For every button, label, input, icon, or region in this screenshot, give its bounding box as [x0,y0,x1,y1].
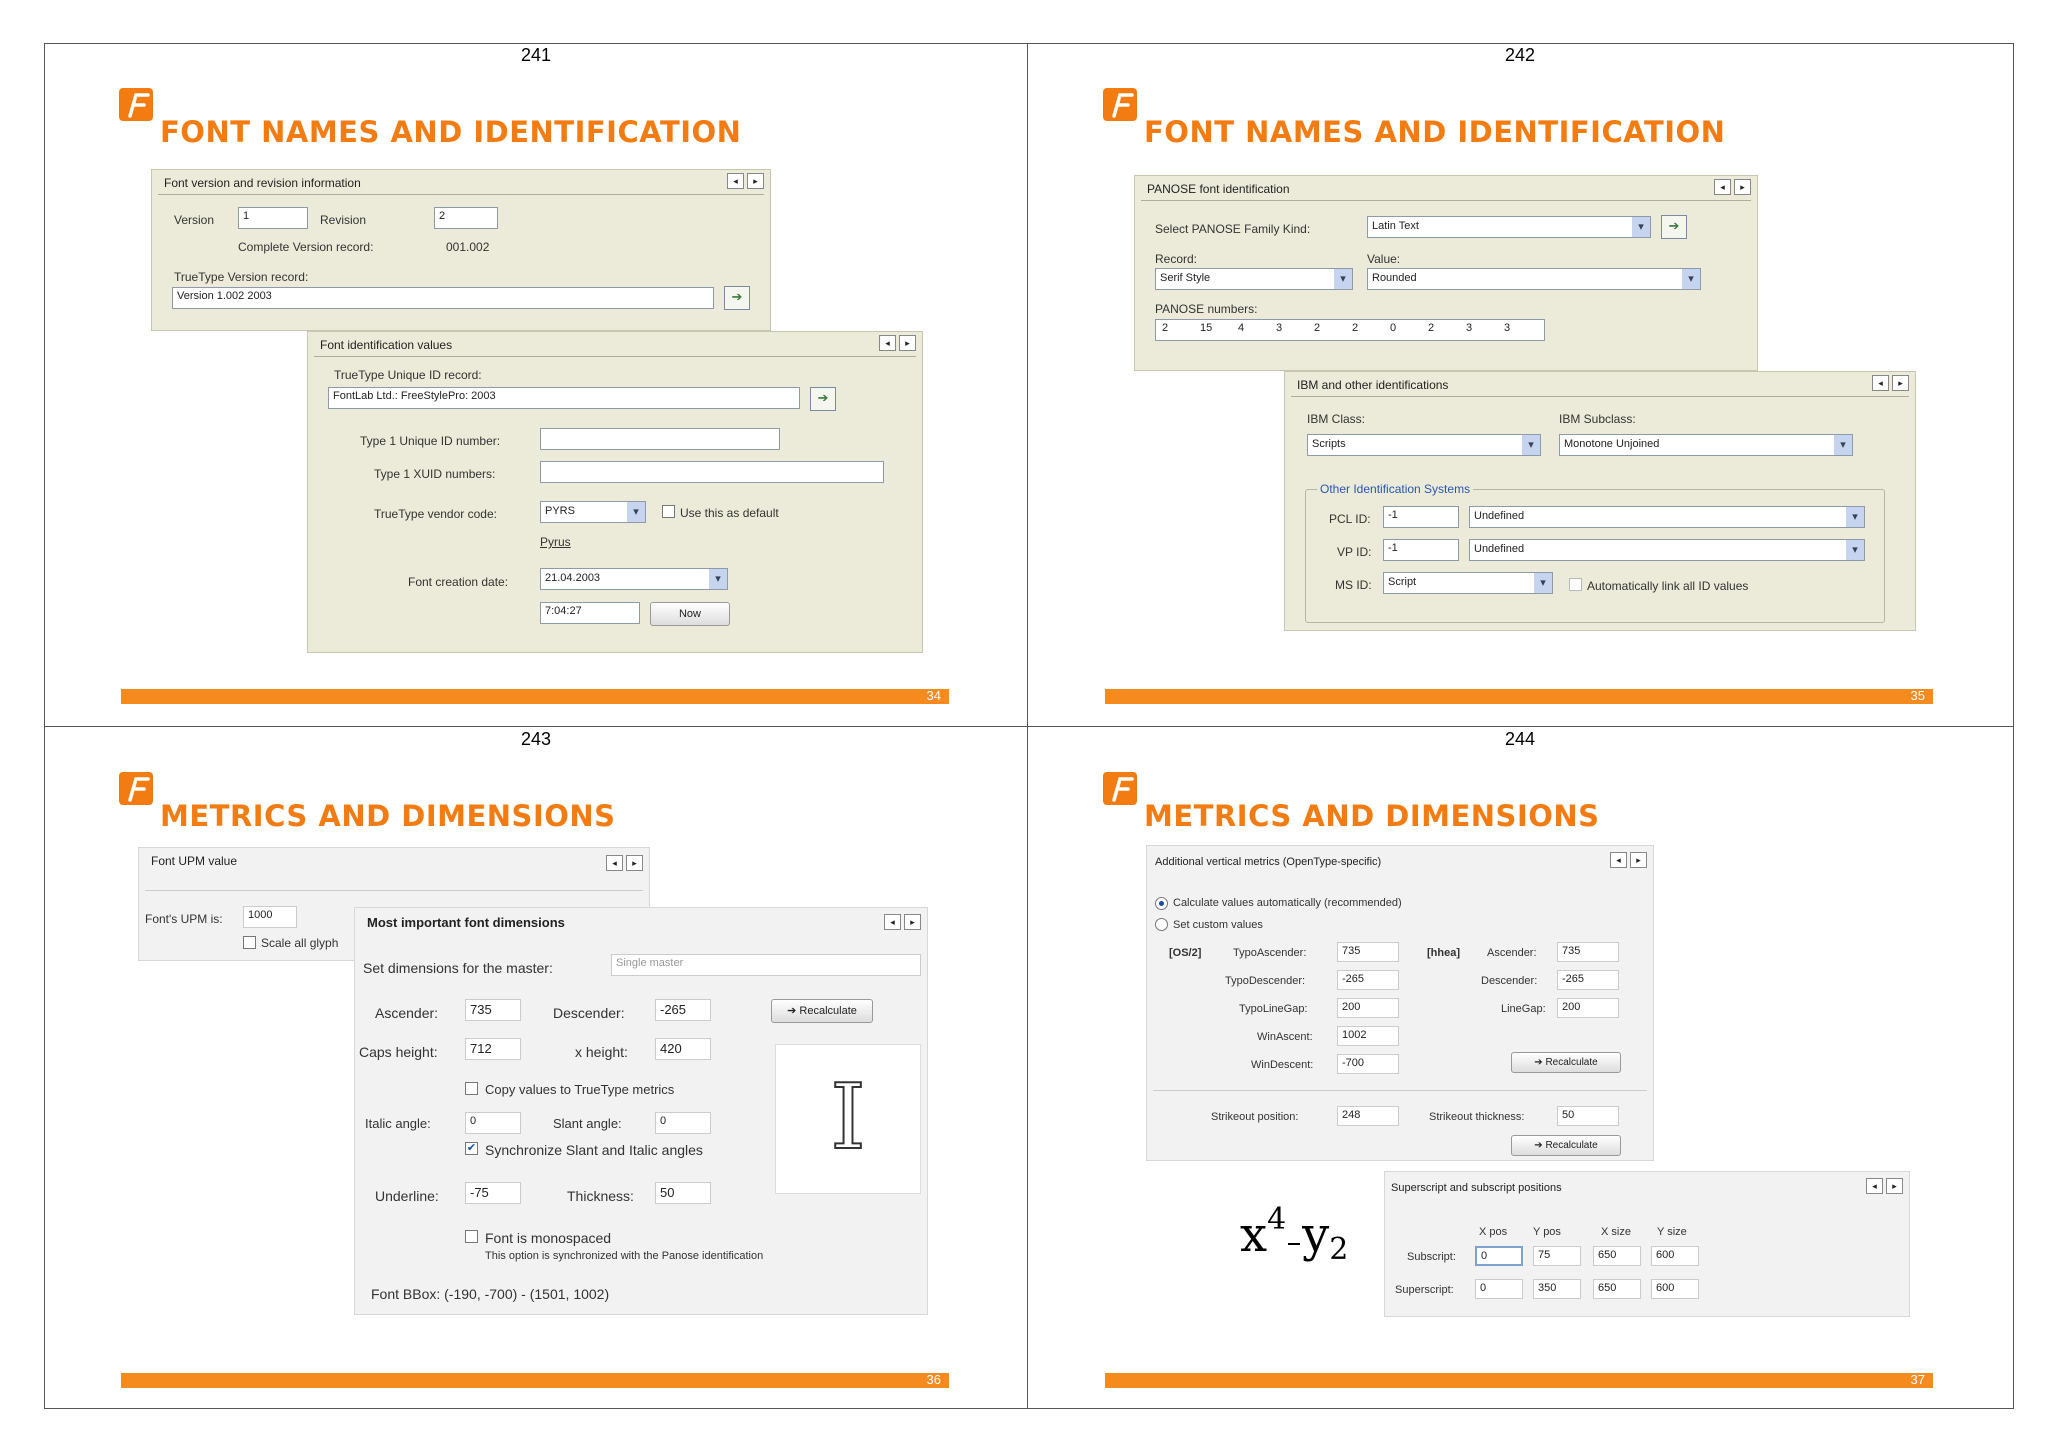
glyph-preview [775,1044,921,1194]
typolinegap-input[interactable]: 200 [1337,998,1399,1018]
winascent-input[interactable]: 1002 [1337,1026,1399,1046]
sync-checkbox[interactable]: ✔ [466,1142,477,1154]
typodescender-label: TypoDescender: [1225,975,1306,987]
panel-title: Font version and revision information [164,176,361,190]
panel-title: IBM and other identifications [1297,378,1449,392]
master-select[interactable]: Single master [611,954,921,976]
slant-angle-input[interactable]: 0 [655,1112,711,1134]
apply-button[interactable]: ➔ [724,286,750,310]
typolinegap-label: TypoLineGap: [1239,1003,1308,1015]
fontlab-logo-icon [1102,85,1140,123]
col-xsize: X size [1601,1226,1631,1238]
scale-checkbox[interactable] [243,936,256,949]
prev-icon[interactable]: ◂ [1872,375,1889,391]
ascender-label: Ascender: [1487,947,1537,959]
prev-icon[interactable]: ◂ [884,914,901,930]
next-icon[interactable]: ▸ [1734,179,1751,195]
auto-link-label: Automatically link all ID values [1587,579,1749,593]
x-height-input[interactable]: 420 [655,1038,711,1060]
typoascender-label: TypoAscender: [1233,947,1307,959]
ibm-subclass-select[interactable]: Monotone Unjoined ▾ [1559,434,1853,456]
footer-bar [1105,1373,1933,1388]
thickness-label: Thickness: [567,1188,634,1204]
upm-input[interactable]: 1000 [243,906,297,928]
panel-title: Superscript and subscript positions [1391,1182,1562,1194]
italic-angle-label: Italic angle: [365,1116,431,1131]
record-label: Record: [1155,252,1198,266]
font-identification-panel [307,331,923,653]
t1uid-input[interactable] [540,428,780,450]
record-select[interactable]: Serif Style ▾ [1155,268,1353,290]
panel-title: Font UPM value [151,854,238,868]
footer-bar [1105,689,1933,704]
copy-values-checkbox[interactable] [465,1082,478,1095]
ibm-class-select[interactable]: Scripts ▾ [1307,434,1541,456]
panose-number: 3 [1276,322,1283,334]
next-icon[interactable]: ▸ [626,855,643,871]
panose-number: 2 [1352,322,1359,334]
sample-underscore [1288,1243,1300,1245]
next-icon[interactable]: ▸ [899,335,916,351]
caps-height-input[interactable]: 712 [465,1038,521,1060]
time-stepper[interactable]: 7:04:27 [540,602,640,624]
page-number: 243 [520,729,552,749]
panel-title: PANOSE font identification [1147,182,1290,196]
vendor-label: TrueType vendor code: [374,507,497,521]
slide-title: METRICS AND DIMENSIONS [1144,799,1600,833]
monospaced-checkbox[interactable] [465,1230,478,1243]
os2-label: [OS/2] [1169,947,1202,959]
panose-number: 2 [1428,322,1435,334]
divider [145,890,643,891]
ascender-label: Ascender: [375,1005,439,1021]
x-height-label: x height: [575,1044,628,1060]
family-select[interactable]: Latin Text ▾ [1367,216,1651,238]
t1xuid-label: Type 1 XUID numbers: [374,467,496,481]
recalculate-button[interactable]: ➔ Recalculate [771,999,873,1023]
prev-icon[interactable]: ◂ [1610,852,1627,868]
slide-241 [44,43,1028,725]
underline-input[interactable]: -75 [465,1182,521,1204]
ascender-input[interactable]: 735 [1557,942,1619,962]
sample-x: x [1240,1207,1268,1263]
divider [1291,396,1909,397]
underline-label: Underline: [375,1188,439,1204]
complete-version-value: 001.002 [446,240,490,254]
col-ypos: Y pos [1533,1226,1561,1238]
value-select[interactable]: Rounded ▾ [1367,268,1701,290]
recalculate-button-2[interactable]: ➔ Recalculate [1511,1135,1621,1156]
prev-icon[interactable]: ◂ [879,335,896,351]
custom-values-label: Set custom values [1173,919,1263,931]
uid-label: TrueType Unique ID record: [334,368,482,382]
sub-xsize[interactable]: 650 [1593,1246,1641,1266]
prev-icon[interactable]: ◂ [1714,179,1731,195]
panel-title: Font identification values [320,338,453,352]
custom-values-radio[interactable] [1155,918,1168,931]
t1uid-label: Type 1 Unique ID number: [360,434,501,448]
strikeout-thickness-input[interactable]: 50 [1557,1106,1619,1126]
panel-nav [884,914,921,930]
scale-label: Scale all glyph [261,936,339,950]
slant-angle-label: Slant angle: [553,1116,622,1131]
other-id-group-label: Other Identification Systems [1317,482,1473,496]
slide-number: 35 [1910,688,1925,703]
panose-number: 15 [1200,322,1213,334]
vpid-input[interactable]: -1 [1383,539,1459,561]
panose-number: 2 [1314,322,1321,334]
vertical-metrics-panel [1146,845,1654,1161]
version-label: Version [174,213,215,227]
monospaced-note: This option is synchronized with the Panose identification [485,1250,764,1262]
linegap-label: LineGap: [1501,1003,1546,1015]
panose-panel [1134,175,1758,371]
ibm-subclass-label: IBM Subclass: [1559,412,1636,426]
panel-title: Additional vertical metrics (OpenType-specific) [1155,856,1382,868]
slide-title: FONT NAMES AND IDENTIFICATION [1144,115,1726,149]
master-label: Set dimensions for the master: [363,960,553,976]
font-version-panel [151,169,771,331]
panel-nav [879,335,916,351]
caps-height-label: Caps height: [359,1044,438,1060]
strikeout-position-label: Strikeout position: [1211,1111,1299,1123]
font-bbox: Font BBox: (-190, -700) - (1501, 1002) [371,1286,610,1302]
glyph-sample: I [830,1065,866,1170]
recalculate-button[interactable]: ➔ Recalculate [1511,1052,1621,1073]
vpid-label: VP ID: [1337,545,1372,559]
panose-number: 0 [1390,322,1397,334]
fontlab-logo-icon [1102,769,1140,807]
divider [314,356,916,357]
strikeout-position-input[interactable]: 248 [1337,1106,1399,1126]
panose-number: 4 [1238,322,1245,334]
thickness-input[interactable]: 50 [655,1182,711,1204]
ibm-class-label: IBM Class: [1307,412,1366,426]
panose-numbers-field[interactable] [1155,319,1545,341]
sample-y: y [1302,1207,1330,1263]
monospaced-label: Font is monospaced [485,1230,612,1246]
windescent-label: WinDescent: [1251,1059,1314,1071]
hhea-label: [hhea] [1427,947,1460,959]
slide-title: FONT NAMES AND IDENTIFICATION [160,115,742,149]
divider [158,194,764,195]
footer-bar [121,689,949,704]
page-number: 241 [520,45,552,65]
slide-number: 37 [1910,1372,1925,1387]
col-ysize: Y size [1657,1226,1687,1238]
uid-apply-button[interactable]: ➔ [810,387,836,411]
strikeout-thickness-label: Strikeout thickness: [1429,1111,1525,1123]
slide-244 [1028,727,2012,1409]
numbers-label: PANOSE numbers: [1155,302,1258,316]
slide-242 [1028,43,2012,725]
vpid-select[interactable]: Undefined ▾ [1469,539,1865,561]
divider [1153,1090,1647,1091]
descender-input[interactable]: -265 [1557,970,1619,990]
revision-label: Revision [320,213,367,227]
msid-label: MS ID: [1335,578,1372,592]
footer-bar [121,1373,949,1388]
sync-label: Synchronize Slant and Italic angles [485,1142,703,1158]
auto-calc-label: Calculate values automatically (recommended) [1173,897,1402,909]
sub-xpos[interactable]: 0 [1475,1246,1523,1266]
auto-calc-radio[interactable] [1155,897,1168,910]
msid-select[interactable]: Script ▾ [1383,572,1553,594]
prev-icon[interactable]: ◂ [727,173,744,189]
page-number: 244 [1504,729,1536,749]
next-icon[interactable]: ▸ [747,173,764,189]
tt-version-label: TrueType Version record: [174,270,309,284]
panose-number: 3 [1466,322,1473,334]
family-label: Select PANOSE Family Kind: [1155,222,1311,236]
upm-label: Font's UPM is: [145,912,223,926]
windescent-input[interactable]: -700 [1337,1054,1399,1074]
sample-formula [1240,1202,1349,1267]
descender-label: Descender: [553,1005,625,1021]
fontlab-logo-icon [118,769,156,807]
linegap-input[interactable]: 200 [1557,998,1619,1018]
auto-link-checkbox[interactable] [1569,578,1582,591]
default-checkbox[interactable] [662,505,675,518]
sub-ysize[interactable]: 600 [1651,1246,1699,1266]
recalculate-label: Recalculate [1545,1140,1598,1151]
copy-values-label: Copy values to TrueType metrics [485,1082,675,1097]
panel-nav [606,855,643,871]
panose-number: 3 [1504,322,1511,334]
ascender-input[interactable]: 735 [465,999,521,1021]
next-icon[interactable]: ▸ [1630,852,1647,868]
recalculate-label: Recalculate [799,1005,857,1017]
default-label: Use this as default [680,506,779,520]
typoascender-input[interactable]: 735 [1337,942,1399,962]
winascent-label: WinAscent: [1257,1031,1313,1043]
next-icon[interactable]: ▸ [904,914,921,930]
superscript-label: Superscript: [1395,1284,1454,1296]
dimensions-panel [354,907,928,1315]
pclid-input[interactable]: -1 [1383,506,1459,528]
slide-243 [44,727,1028,1409]
revision-input[interactable]: 2 [434,207,498,229]
fontlab-logo-icon [118,85,156,123]
sup-ysize[interactable]: 600 [1651,1279,1699,1299]
date-label: Font creation date: [408,575,509,589]
divider [1141,200,1751,201]
now-button[interactable]: Now [650,602,730,626]
vendor-link[interactable]: Pyrus [540,535,571,549]
version-input[interactable]: 1 [238,207,308,229]
panel-title: Most important font dimensions [367,915,565,930]
slide-number: 36 [926,1372,941,1387]
sup-xpos[interactable]: 0 [1475,1279,1523,1299]
next-icon[interactable]: ▸ [1892,375,1909,391]
col-xpos: X pos [1479,1226,1508,1238]
sub-super-panel [1384,1171,1910,1317]
recalculate-label: Recalculate [1545,1057,1598,1068]
sup-xsize[interactable]: 650 [1593,1279,1641,1299]
panose-number: 2 [1162,322,1169,334]
prev-icon[interactable]: ◂ [606,855,623,871]
slide-title: METRICS AND DIMENSIONS [160,799,616,833]
panel-nav [727,173,764,189]
descender-input[interactable]: -265 [655,999,711,1021]
typodescender-input[interactable]: -265 [1337,970,1399,990]
vendor-select[interactable]: PYRS ▾ [540,501,646,523]
sup-ypos[interactable]: 350 [1533,1279,1581,1299]
sample-x-sup: 4 [1267,1202,1287,1237]
next-icon[interactable]: ▸ [1886,1178,1903,1194]
sample-y-sub: 2 [1329,1232,1349,1267]
tt-version-input[interactable]: Version 1.002 2003 [172,287,714,309]
family-apply-button[interactable]: ➔ [1661,215,1687,239]
ibm-panel [1284,371,1916,631]
panel-nav [1714,179,1751,195]
panel-nav [1866,1178,1903,1194]
t1xuid-input[interactable] [540,461,884,483]
sub-ypos[interactable]: 75 [1533,1246,1581,1266]
page-number: 242 [1504,45,1536,65]
date-select[interactable]: 21.04.2003 ▾ [540,568,728,590]
pclid-select[interactable]: Undefined ▾ [1469,506,1865,528]
panel-nav [1610,852,1647,868]
prev-icon[interactable]: ◂ [1866,1178,1883,1194]
value-label: Value: [1367,252,1401,266]
slide-number: 34 [926,688,941,703]
complete-version-label: Complete Version record: [238,240,374,254]
uid-input[interactable]: FontLab Ltd.: FreeStylePro: 2003 [328,387,800,409]
pclid-label: PCL ID: [1329,512,1371,526]
subscript-label: Subscript: [1407,1251,1456,1263]
descender-label: Descender: [1481,975,1538,987]
panel-nav [1872,375,1909,391]
italic-angle-input[interactable]: 0 [465,1112,521,1134]
